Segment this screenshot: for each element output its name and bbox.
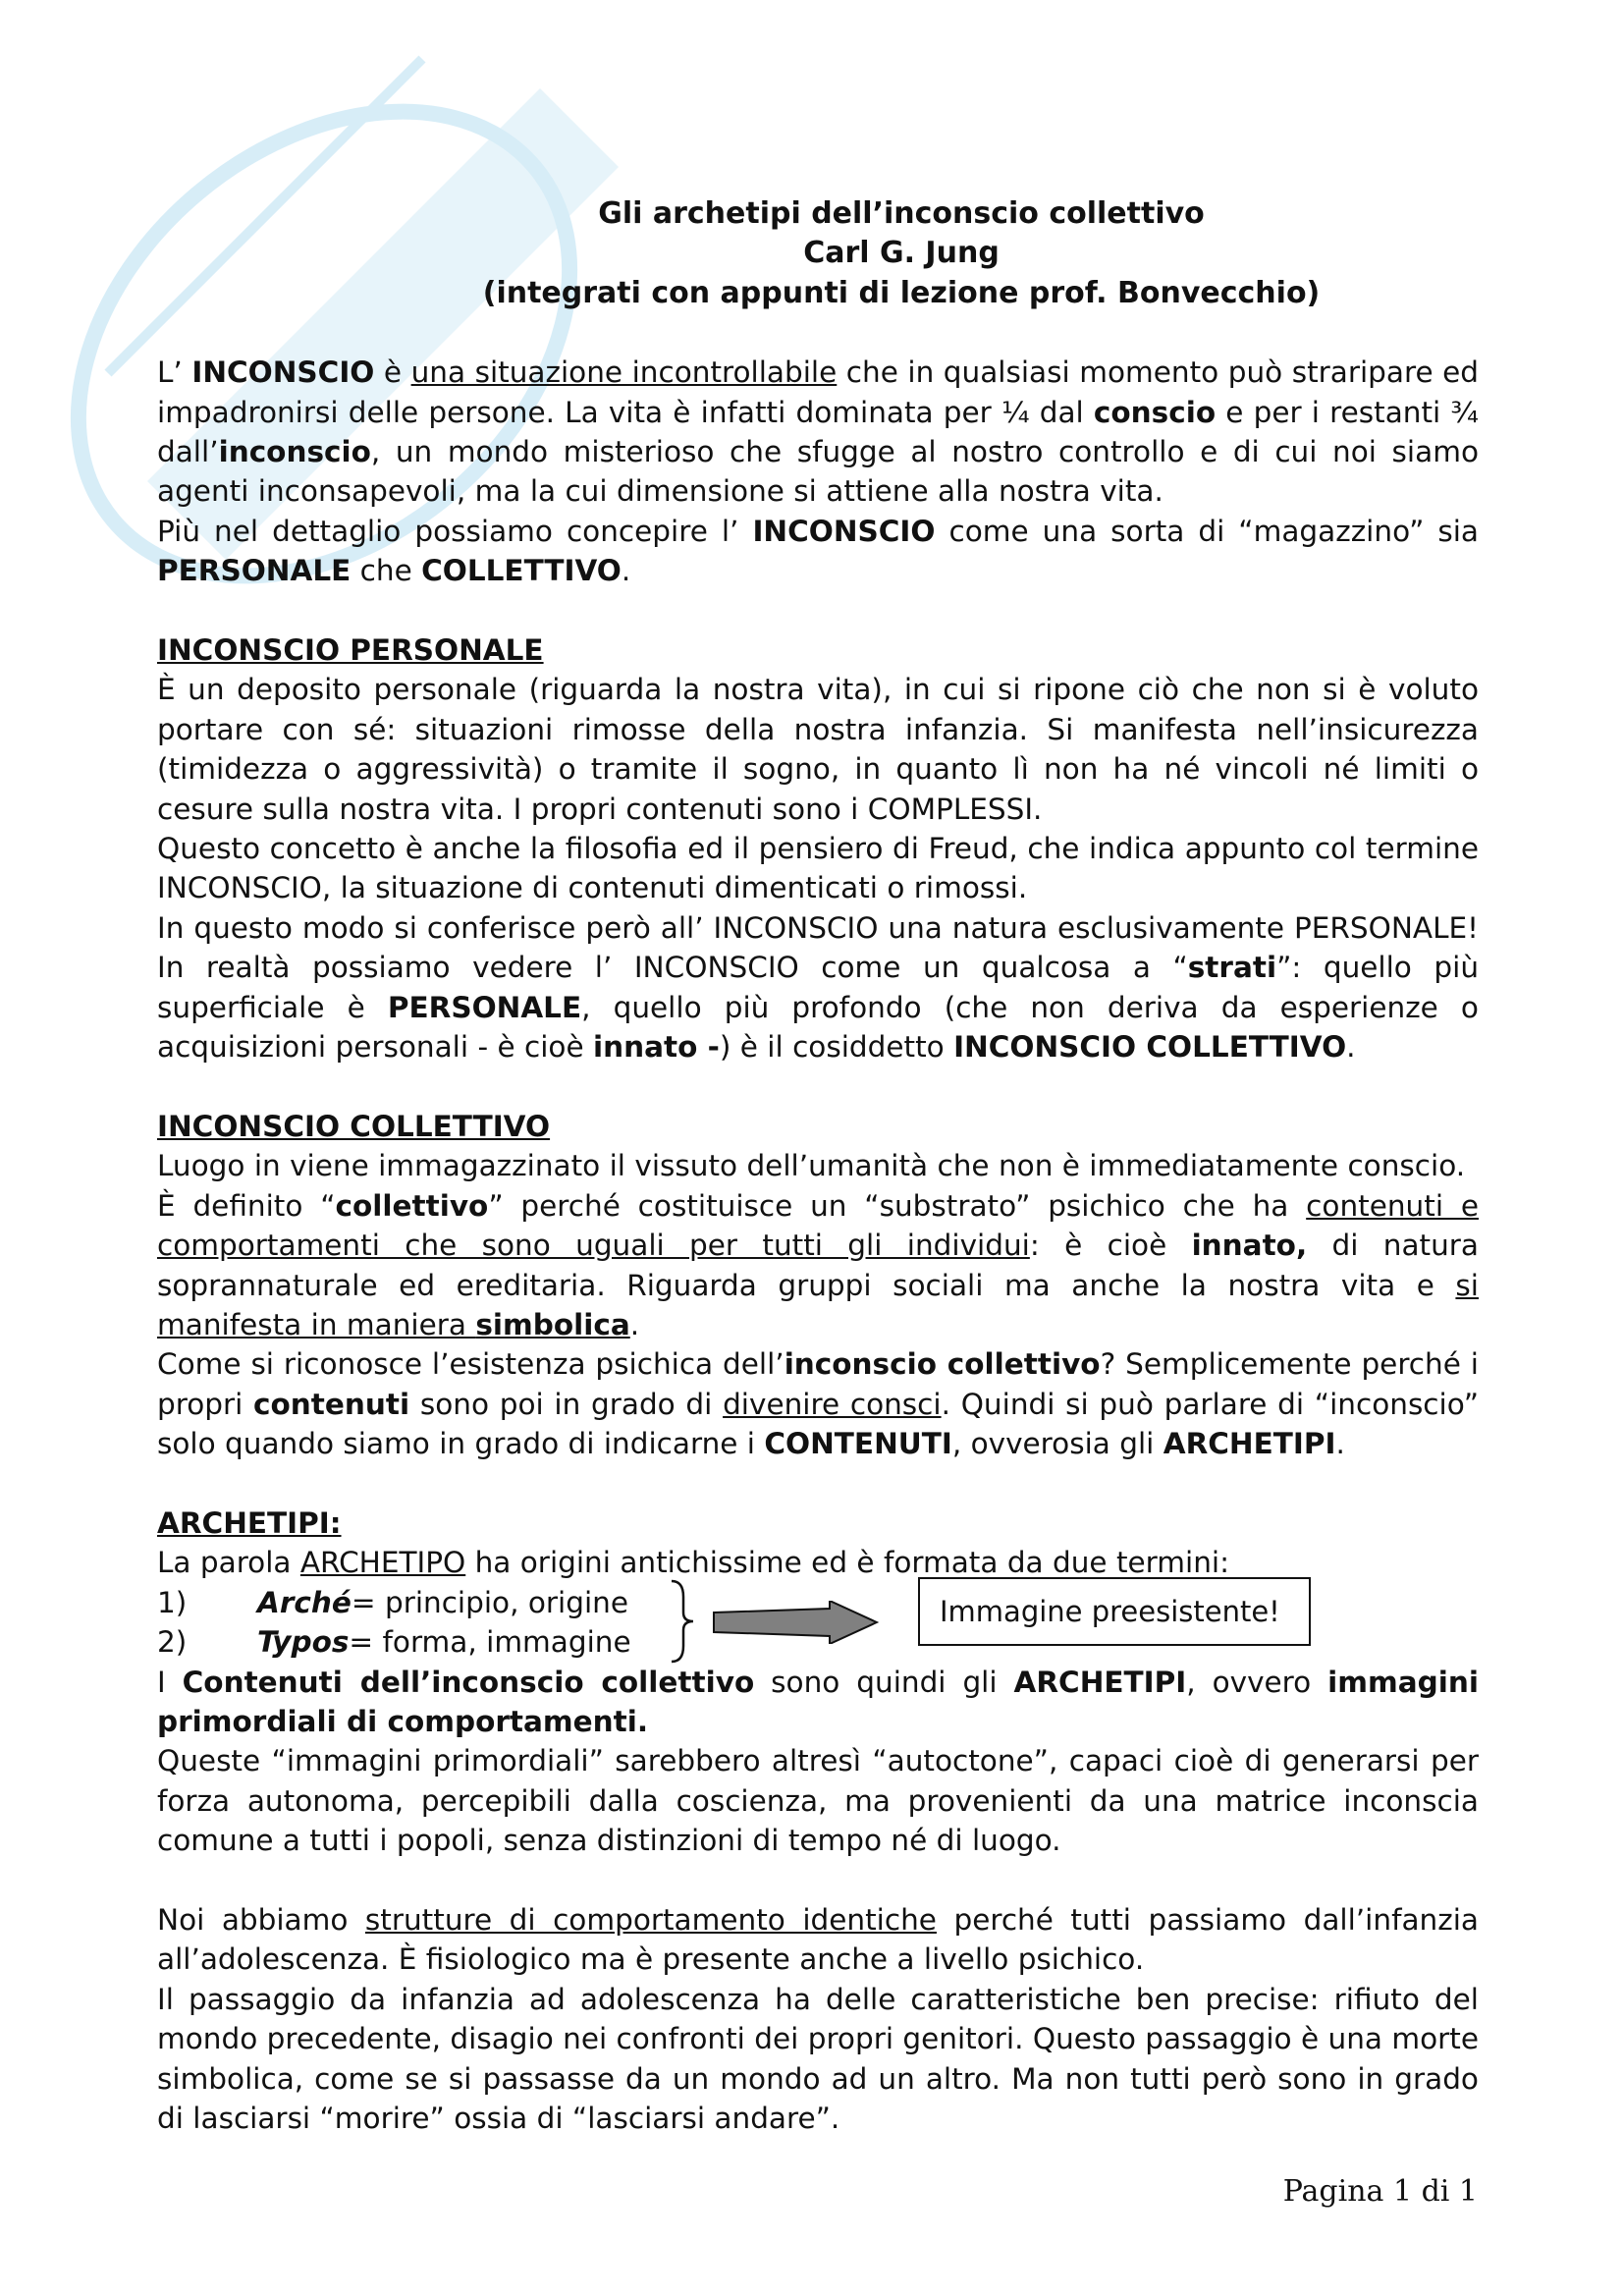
title-line-1: Gli archetipi dell’inconscio collettivo — [598, 196, 1205, 231]
document-title — [157, 194, 1479, 313]
archetipi-paragraph-5: Il passaggio da infanzia ad adolescenza ha delle caratteristiche ben precise: rifiuto del mondo precedente, disagio nei confronti dei propri genitori. Questo passaggio è una morte simbolica, come se si passasse da un mondo ad un altro. Ma non tutti però sono in grado di lasciarsi “morire” ossia di “lasciarsi andare”. — [157, 1982, 1479, 2136]
etymology-diagram — [157, 1583, 1479, 1663]
personale-paragraph-1: È un deposito personale (riguarda la nostra vita), in cui si ripone ciò che non si è voluto portare con sé: situazioni rimosse della nostra infanzia. Si manifesta nell’insicurezza (timidezza o aggressività) o tramite il sogno, in quanto lì non ha né vincoli né limiti o cesure sulla nostra vita. I propri contenuti sono i COMPLESSI. — [157, 673, 1479, 826]
document-body — [157, 194, 1479, 2138]
list-item: 2) Typos = forma, immagine — [157, 1625, 631, 1660]
section-heading-personale: INCONSCIO PERSONALE — [157, 633, 544, 668]
personale-paragraph-3: In questo modo si conferisce però all’ INCONSCIO una natura esclusivamente PERSONALE! In realtà possiamo vedere l’ INCONSCIO come un qualcosa a “strati”: quello più superficiale è PERSONALE, quello più profondo (che non deriva da esperienze o acquisizioni personali - è cioè innato -) è il cosiddetto INCONSCIO COLLETTIVO. — [157, 910, 1480, 1065]
intro-paragraph-2: Più nel dettaglio possiamo concepire l’ INCONSCIO come una sorta di “magazzino” sia PERSONALE che COLLETTIVO. — [157, 514, 1480, 588]
intro-paragraph: L’ INCONSCIO è una situazione incontrollabile che in qualsiasi momento può straripare ed impadronirsi delle persone. La vita è infatti dominata per ¼ dal conscio e per i restanti ¾ dall’inconscio, un mondo misterioso che sfugge al nostro controllo e di cui noi siamo agenti inconsapevoli, ma la cui dimensione si attiene alla nostra vita. — [157, 355, 1480, 509]
title-line-2: Carl G. Jung — [803, 236, 1000, 271]
list-item: 1) Arché = principio, origine — [157, 1585, 628, 1619]
archetipi-paragraph-2: I Contenuti dell’inconscio collettivo sono quindi gli ARCHETIPI, ovvero immagini primordiali di comportamenti. — [157, 1665, 1480, 1738]
collettivo-paragraph-1: Luogo in viene immagazzinato il vissuto dell’umanità che non è immediatamente conscio. — [157, 1149, 1466, 1183]
right-brace-icon — [668, 1577, 697, 1666]
collettivo-paragraph-2: È definito “collettivo” perché costituisce un “substrato” psichico che ha contenuti e comportamenti che sono uguali per tutti gli individui: è cioè innato, di natura soprannaturale ed ereditaria. Riguarda gruppi sociali ma anche la nostra vita e si manifesta in maniera simbolica. — [157, 1188, 1480, 1341]
page-number: Pagina 1 di 1 — [1282, 2174, 1478, 2209]
collettivo-paragraph-3: Come si riconosce l’esistenza psichica dell’inconscio collettivo? Semplicemente perché i propri contenuti sono poi in grado di divenire consci. Quindi si può parlare di “inconscio” solo quando siamo in grado di indicarne i CONTENUTI, ovverosia gli ARCHETIPI. — [157, 1347, 1480, 1461]
right-arrow-icon — [712, 1601, 879, 1644]
title-line-3: (integrati con appunti di lezione prof. Bonvecchio) — [482, 275, 1321, 310]
archetipi-paragraph-1: La parola ARCHETIPO ha origini antichissime ed è formata da due termini: — [157, 1546, 1230, 1580]
archetipi-paragraph-3: Queste “immagini primordiali” sarebbero altresì “autoctone”, capaci cioè di generarsi per forza autonoma, percepibili dalla coscienza, ma provenienti da una matrice inconscia comune a tutti i popoli, senza distinzioni di tempo né di luogo. — [157, 1744, 1479, 1858]
definition-box: Immagine preesistente! — [918, 1577, 1311, 1646]
archetipi-paragraph-4: Noi abbiamo strutture di comportamento identiche perché tutti passiamo dall’infanzia all’adolescenza. È fisiologico ma è presente anche a livello psichico. — [157, 1902, 1479, 1977]
section-heading-archetipi: ARCHETIPI: — [157, 1505, 342, 1540]
section-heading-collettivo: INCONSCIO COLLETTIVO — [157, 1109, 551, 1143]
personale-paragraph-2: Questo concetto è anche la filosofia ed il pensiero di Freud, che indica appunto col termine INCONSCIO, la situazione di contenuti dimenticati o rimossi. — [157, 832, 1479, 905]
